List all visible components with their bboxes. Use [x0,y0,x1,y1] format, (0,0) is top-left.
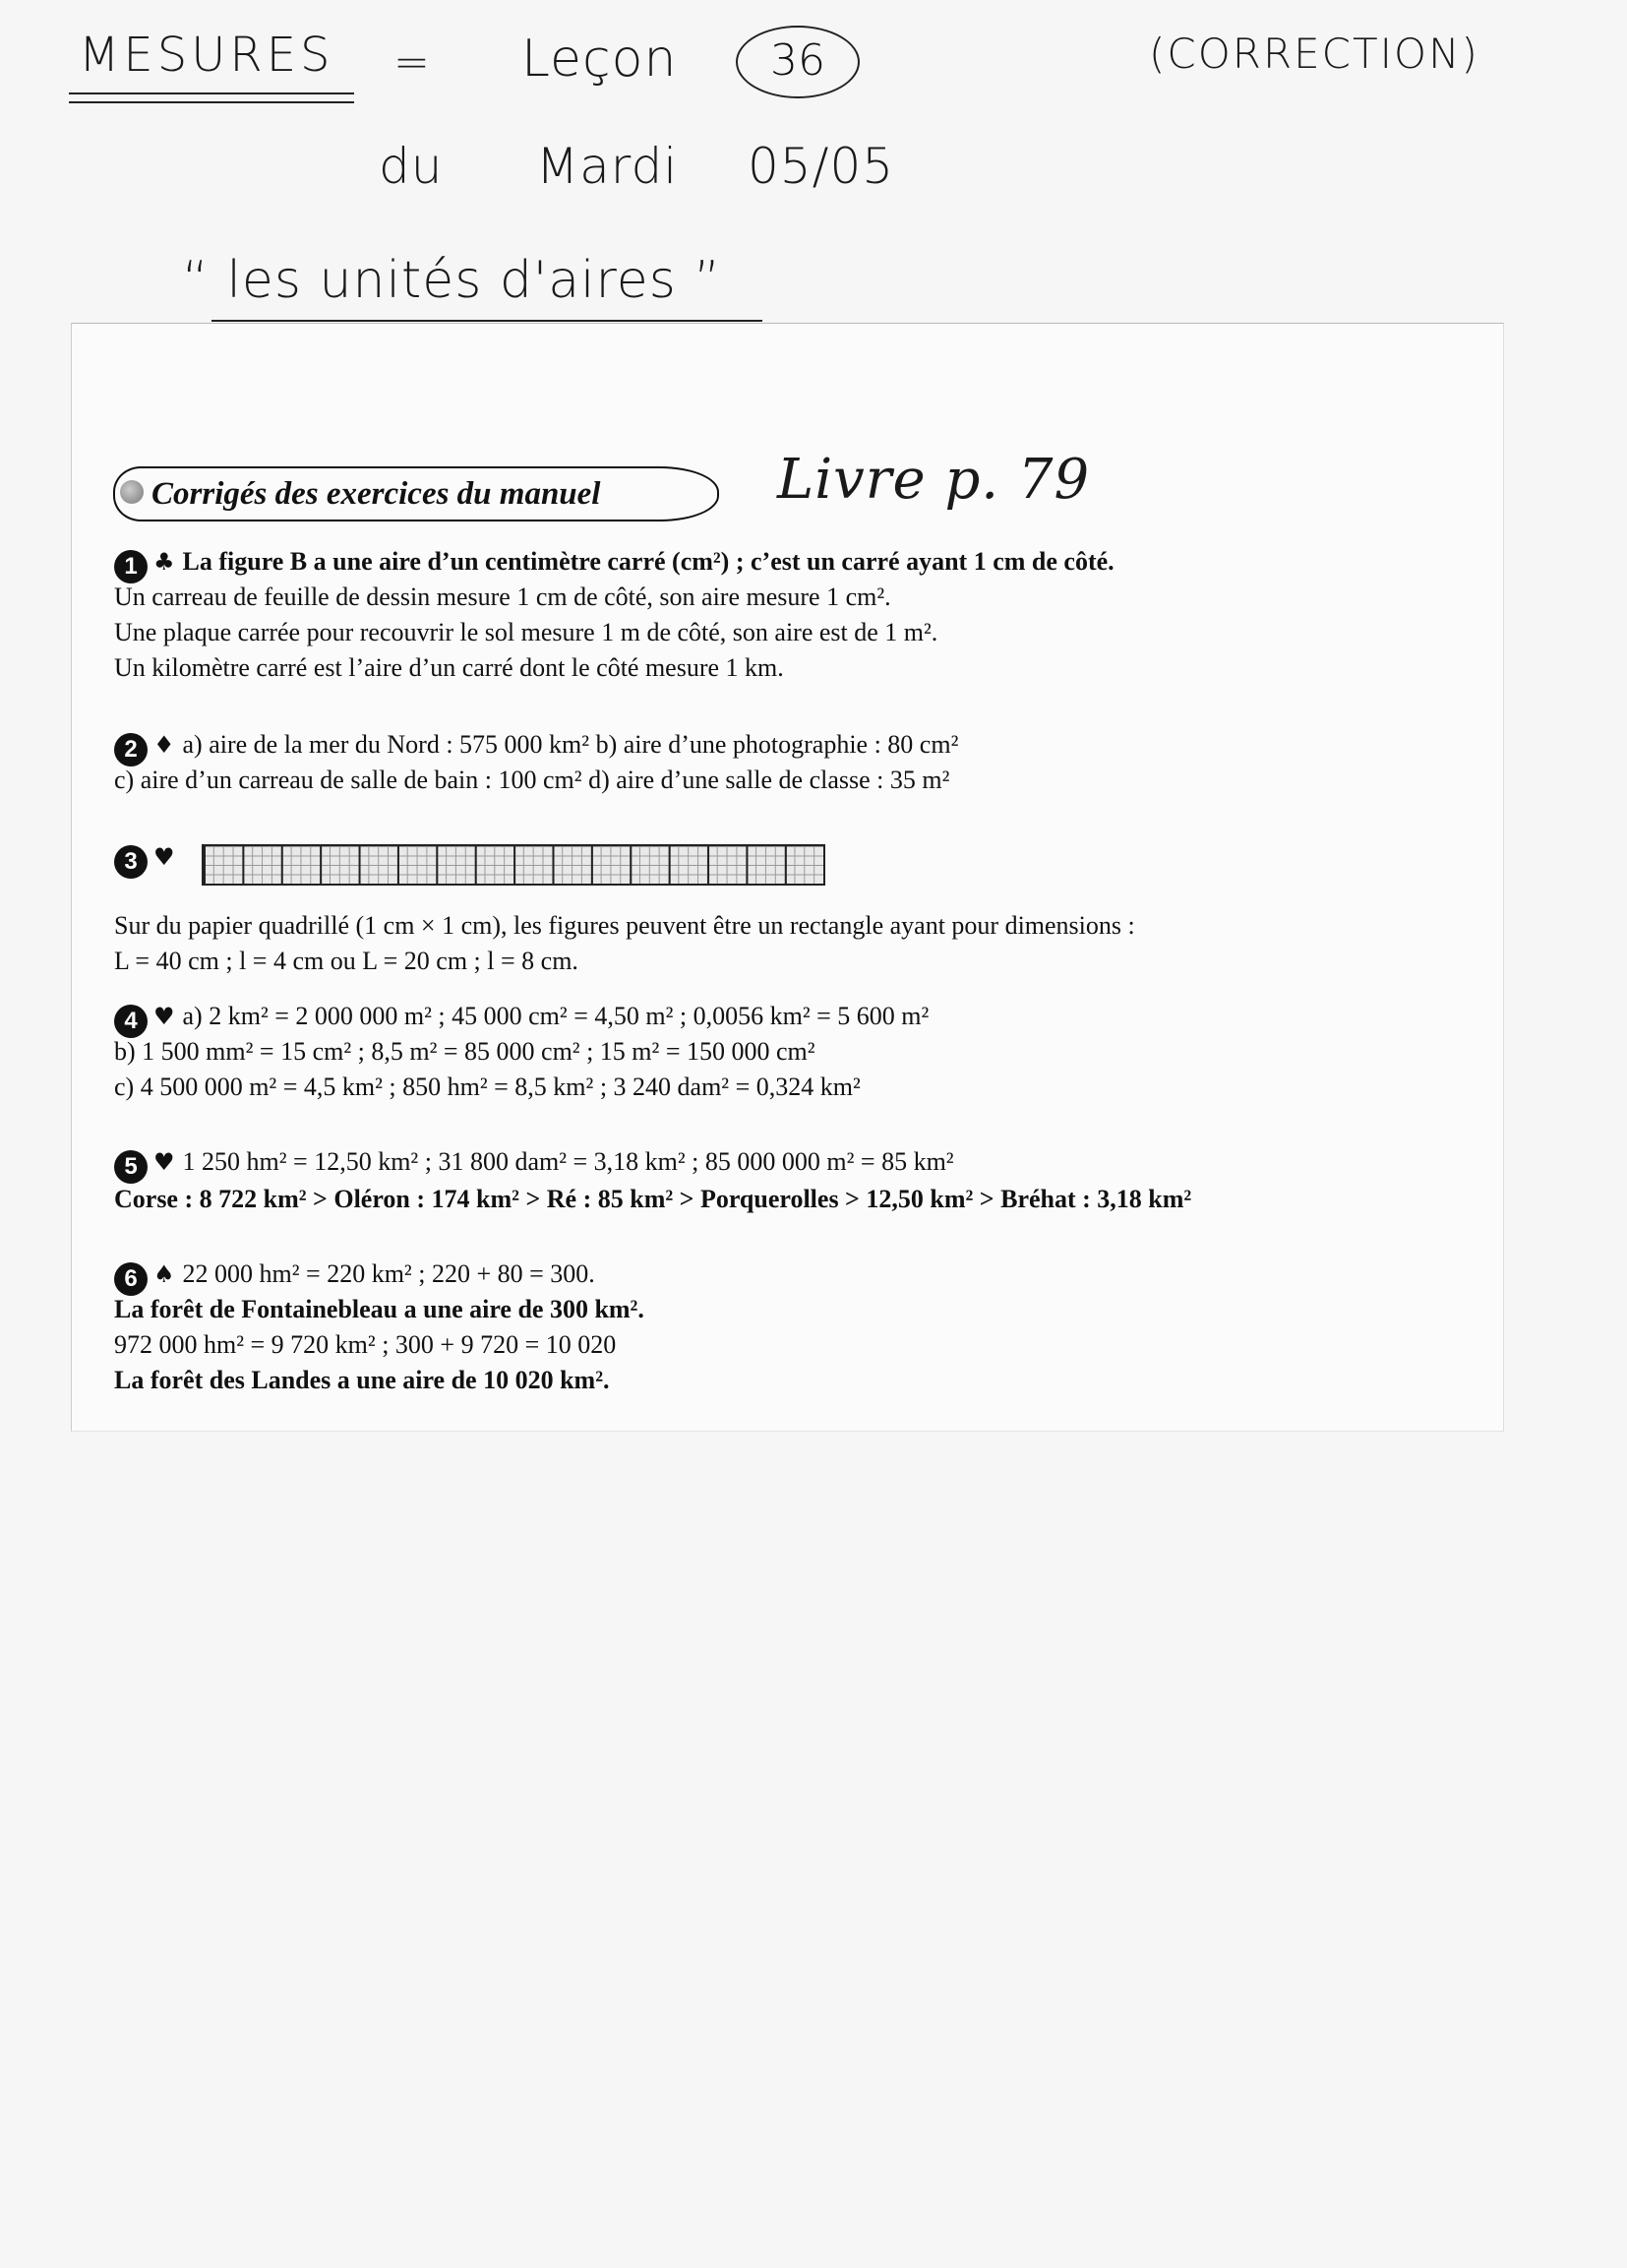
title-underline [211,320,762,322]
lesson-number: 36 [770,35,825,86]
exercise-number-badge: 5 [114,1150,148,1184]
exercise-number-badge: 4 [114,1005,148,1038]
exercise-5-line-1 [114,1147,954,1184]
exercise-1-line-3: Une plaque carrée pour recouvrir le sol mesure 1 m de côté, son aire est de 1 m². [114,618,938,646]
exercise-6-line-2: La forêt de Fontainebleau a une aire de 300 km². [114,1295,644,1323]
exercise-number-badge: 2 [114,733,148,766]
exercise-3-line-2: L = 40 cm ; l = 4 cm ou L = 20 cm ; l = 8 cm. [114,947,578,975]
exercise-1-line-2: Un carreau de feuille de dessin mesure 1 cm de côté, son aire mesure 1 cm². [114,582,891,611]
exercise-2-line-1 [114,730,958,766]
grid-strip-figure [202,844,825,886]
exercise-4-line-2: b) 1 500 mm² = 15 cm² ; 8,5 m² = 85 000 cm² ; 15 m² = 150 000 cm² [114,1037,815,1066]
book-page-note: Livre p. 79 [777,448,1091,512]
lesson-number-circle [736,26,860,98]
banner-label: Corrigés des exercices du manuel [151,476,601,512]
heart-icon: ♥ [153,843,175,871]
correction-label: (CORRECTION) [1149,30,1479,78]
weekday: Mardi [536,138,679,195]
exercise-number-badge: 1 [114,550,148,583]
exercise-3-line-1: Sur du papier quadrillé (1 cm × 1 cm), les figures peuvent être un rectangle ayant pour dimensions : [114,911,1135,940]
exercise-text: 1 250 hm² = 12,50 km² ; 31 800 dam² = 3,18 km² ; 85 000 000 m² = 85 km² [182,1147,954,1176]
date-prefix: du [379,138,444,195]
exercise-2-line-2: c) aire d’un carreau de salle de bain : 100 cm² d) aire d’une salle de classe : 35 m² [114,766,950,794]
diamond-icon: ♦ [153,731,175,759]
exercise-1-line-1 [114,547,1115,583]
exercise-6-line-3: 972 000 hm² = 9 720 km² ; 300 + 9 720 = 10 020 [114,1330,617,1359]
heading-underline [69,92,354,94]
exercise-6-line-1 [114,1259,595,1296]
bullet-dot-icon [120,480,144,504]
exercise-1-line-4: Un kilomètre carré est l’aire d’un carré dont le côté mesure 1 km. [114,653,784,682]
club-icon: ♣ [153,548,175,576]
heart-icon: ♥ [153,1148,175,1176]
exercise-text: a) aire de la mer du Nord : 575 000 km² b) aire d’une photographie : 80 cm² [182,730,959,759]
exercise-4-line-1 [114,1002,929,1038]
heading-underline [69,101,354,103]
exercise-3-header [114,842,183,879]
exercise-number-badge: 3 [114,845,148,879]
exercise-text: a) 2 km² = 2 000 000 m² ; 45 000 cm² = 4,50 m² ; 0,0056 km² = 5 600 m² [182,1002,930,1030]
exercise-number-badge: 6 [114,1262,148,1296]
lesson-title: “ les unités d'aires ” [182,251,722,310]
spade-icon: ♠ [153,1260,175,1288]
section-banner [113,466,719,521]
exercise-5-line-2: Corse : 8 722 km² > Oléron : 174 km² > Ré : 85 km² > Porquerolles > 12,50 km² > Bréhat : 3,18 km² [114,1185,1192,1213]
subject-heading: MESURES [79,28,334,83]
exercise-text: La figure B a une aire d’un centimètre carré (cm²) ; c’est un carré ayant 1 cm de côté. [182,547,1115,576]
heading-equals: = [393,37,431,88]
lesson-label: Leçon [521,30,678,89]
exercise-text: 22 000 hm² = 220 km² ; 220 + 80 = 300. [182,1259,595,1288]
date: 05/05 [748,138,895,195]
heart-icon: ♥ [153,1003,175,1030]
exercise-6-line-4: La forêt des Landes a une aire de 10 020 km². [114,1366,610,1394]
exercise-4-line-3: c) 4 500 000 m² = 4,5 km² ; 850 hm² = 8,5 km² ; 3 240 dam² = 0,324 km² [114,1073,861,1101]
